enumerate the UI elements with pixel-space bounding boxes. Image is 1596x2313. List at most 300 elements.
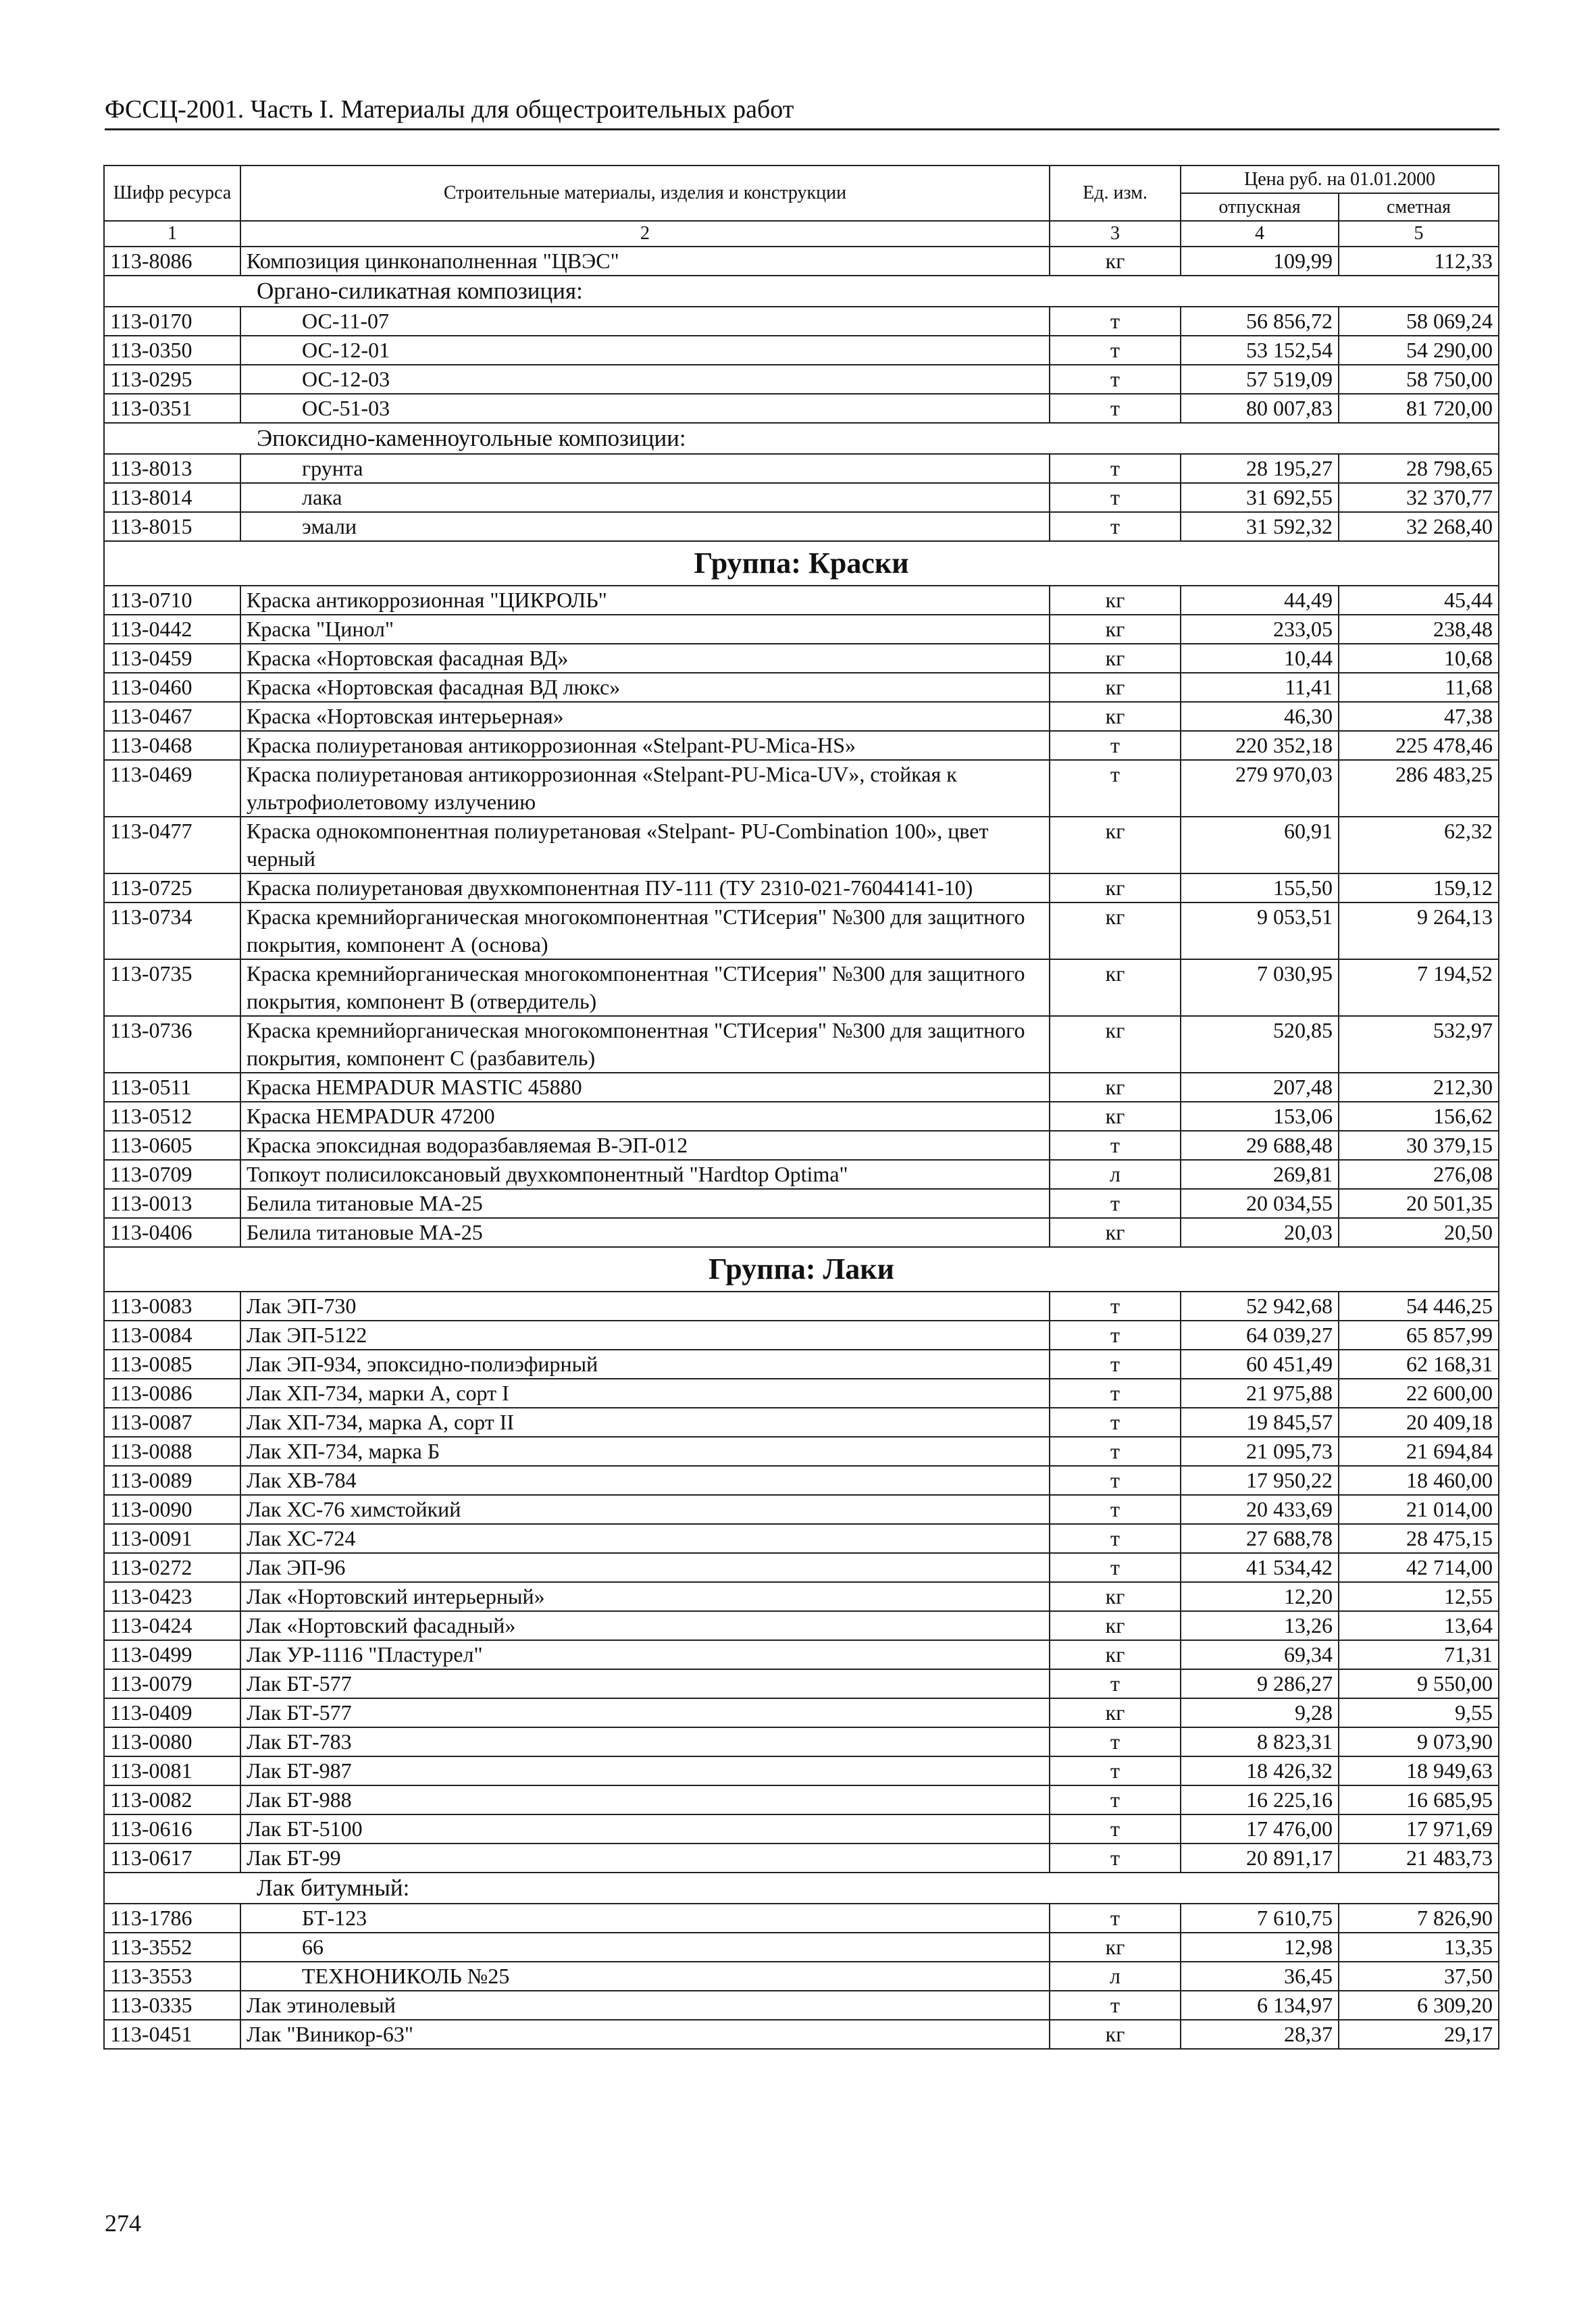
release-price: 20 034,55 (1181, 1189, 1339, 1218)
unit-cell: т (1050, 454, 1181, 483)
table-row (104, 454, 1499, 483)
material-name: Лак «Нортовский интерьерный» (240, 1582, 1050, 1611)
estimate-price: 156,62 (1339, 1102, 1499, 1131)
resource-code: 113-8086 (104, 247, 240, 276)
estimate-price: 7 194,52 (1339, 959, 1499, 1016)
unit-cell: т (1050, 1785, 1181, 1814)
table-row (104, 1189, 1499, 1218)
estimate-price: 47,38 (1339, 702, 1499, 731)
material-name: эмали (240, 512, 1050, 541)
resource-code: 113-0451 (104, 2020, 240, 2049)
resource-code: 113-0605 (104, 1131, 240, 1160)
release-price: 31 592,32 (1181, 512, 1339, 541)
material-name: Краска «Нортовская фасадная ВД люкс» (240, 673, 1050, 702)
table-row (104, 1727, 1499, 1756)
material-name: Краска эпоксидная водоразбавляемая В-ЭП-012 (240, 1131, 1050, 1160)
material-name: Лак БТ-988 (240, 1785, 1050, 1814)
material-name: ОС-11-07 (240, 307, 1050, 336)
estimate-price: 9,55 (1339, 1698, 1499, 1727)
material-name: Краска HEMPADUR MASTIC 45880 (240, 1073, 1050, 1102)
estimate-price: 54 446,25 (1339, 1292, 1499, 1321)
unit-cell: т (1050, 731, 1181, 760)
release-price: 153,06 (1181, 1102, 1339, 1131)
release-price: 207,48 (1181, 1073, 1339, 1102)
section-header-row (104, 1873, 1499, 1904)
unit-cell: кг (1050, 903, 1181, 959)
section-title: Лак битумный: (104, 1873, 1499, 1904)
material-name: Краска однокомпонентная полиуретановая «Stelpant- PU-Combination 100», цвет черный (240, 817, 1050, 873)
column-number: 3 (1050, 221, 1181, 247)
unit-cell: кг (1050, 673, 1181, 702)
resource-code: 113-0467 (104, 702, 240, 731)
table-row (104, 1016, 1499, 1073)
group-title: Группа: Краски (104, 541, 1499, 586)
material-name: Краска «Нортовская интерьерная» (240, 702, 1050, 731)
table-row (104, 673, 1499, 702)
section-header-row (104, 423, 1499, 454)
page-header: ФССЦ-2001. Часть I. Материалы для общестроительных работ (105, 93, 1499, 130)
section-header-row (104, 276, 1499, 307)
resource-code: 113-0512 (104, 1102, 240, 1131)
material-name: Лак БТ-987 (240, 1756, 1050, 1785)
unit-cell: кг (1050, 1611, 1181, 1640)
resource-code: 113-0616 (104, 1814, 240, 1844)
table-row (104, 1292, 1499, 1321)
unit-cell: кг (1050, 586, 1181, 615)
resource-code: 113-0081 (104, 1756, 240, 1785)
material-name: Лак ЭП-5122 (240, 1321, 1050, 1350)
table-row (104, 1756, 1499, 1785)
release-price: 41 534,42 (1181, 1553, 1339, 1582)
estimate-price: 16 685,95 (1339, 1785, 1499, 1814)
release-price: 60 451,49 (1181, 1350, 1339, 1379)
unit-cell: т (1050, 1408, 1181, 1437)
material-name: Лак ЭП-96 (240, 1553, 1050, 1582)
unit-cell: кг (1050, 1933, 1181, 1962)
table-row (104, 873, 1499, 903)
estimate-price: 32 268,40 (1339, 512, 1499, 541)
release-price: 279 970,03 (1181, 760, 1339, 817)
release-price: 12,98 (1181, 1933, 1339, 1962)
release-price: 57 519,09 (1181, 365, 1339, 394)
section-title: Эпоксидно-каменноугольные композиции: (104, 423, 1499, 454)
release-price: 21 095,73 (1181, 1437, 1339, 1466)
table-row (104, 1814, 1499, 1844)
release-price: 9 053,51 (1181, 903, 1339, 959)
release-price: 20,03 (1181, 1218, 1339, 1247)
release-price: 12,20 (1181, 1582, 1339, 1611)
release-price: 20 891,17 (1181, 1844, 1339, 1873)
resource-code: 113-0335 (104, 1991, 240, 2020)
material-name: Краска полиуретановая антикоррозионная «Stelpant-PU-Mica-HS» (240, 731, 1050, 760)
estimate-price: 286 483,25 (1339, 760, 1499, 817)
resource-code: 113-0409 (104, 1698, 240, 1727)
release-price: 21 975,88 (1181, 1379, 1339, 1408)
material-name: Лак "Виникор-63" (240, 2020, 1050, 2049)
estimate-price: 58 069,24 (1339, 307, 1499, 336)
material-name: Лак БТ-577 (240, 1669, 1050, 1698)
resource-code: 113-0424 (104, 1611, 240, 1640)
unit-cell: т (1050, 1437, 1181, 1466)
material-name: Лак «Нортовский фасадный» (240, 1611, 1050, 1640)
material-name: Краска кремнийорганическая многокомпонентная "СТИсерия" №300 для защитного покрытия, компонент С (разбавитель) (240, 1016, 1050, 1073)
estimate-price: 22 600,00 (1339, 1379, 1499, 1408)
estimate-price: 6 309,20 (1339, 1991, 1499, 2020)
unit-cell: т (1050, 1524, 1181, 1553)
material-name: Лак ХП-734, марка А, сорт II (240, 1408, 1050, 1437)
material-name: Краска полиуретановая антикоррозионная «Stelpant-PU-Mica-UV», стойкая к ультрофиолетовому излучению (240, 760, 1050, 817)
group-header-row (104, 541, 1499, 586)
section-title: Органо-силикатная композиция: (104, 276, 1499, 307)
release-price: 44,49 (1181, 586, 1339, 615)
table-row (104, 1495, 1499, 1524)
estimate-price: 20 501,35 (1339, 1189, 1499, 1218)
table-row (104, 817, 1499, 873)
resource-code: 113-0442 (104, 615, 240, 644)
estimate-price: 112,33 (1339, 247, 1499, 276)
unit-cell: т (1050, 760, 1181, 817)
table-row (104, 1321, 1499, 1350)
release-price: 233,05 (1181, 615, 1339, 644)
resource-code: 113-0499 (104, 1640, 240, 1669)
header-price-release: отпускная (1181, 193, 1339, 221)
resource-code: 113-0295 (104, 365, 240, 394)
resource-code: 113-0086 (104, 1379, 240, 1408)
unit-cell: т (1050, 1756, 1181, 1785)
estimate-price: 21 014,00 (1339, 1495, 1499, 1524)
material-name: Лак УР-1116 "Пластурел" (240, 1640, 1050, 1669)
table-row (104, 760, 1499, 817)
resource-code: 113-0460 (104, 673, 240, 702)
material-name: лака (240, 483, 1050, 512)
material-name: ТЕХНОНИКОЛЬ №25 (240, 1962, 1050, 1991)
resource-code: 113-0084 (104, 1321, 240, 1350)
resource-code: 113-0511 (104, 1073, 240, 1102)
material-name: Краска полиуретановая двухкомпонентная ПУ-111 (ТУ 2310-021-76044141-10) (240, 873, 1050, 903)
resource-code: 113-0617 (104, 1844, 240, 1873)
estimate-price: 28 798,65 (1339, 454, 1499, 483)
column-number: 4 (1181, 221, 1339, 247)
material-name: Лак ЭП-730 (240, 1292, 1050, 1321)
unit-cell: т (1050, 1350, 1181, 1379)
unit-cell: т (1050, 483, 1181, 512)
table-row (104, 1933, 1499, 1962)
estimate-price: 9 264,13 (1339, 903, 1499, 959)
unit-cell: л (1050, 1160, 1181, 1189)
unit-cell: т (1050, 365, 1181, 394)
table-row (104, 1218, 1499, 1247)
material-name: Лак БТ-5100 (240, 1814, 1050, 1844)
table-row (104, 1466, 1499, 1495)
table-row (104, 702, 1499, 731)
unit-cell: т (1050, 1669, 1181, 1698)
table-row (104, 1962, 1499, 1991)
resource-code: 113-0468 (104, 731, 240, 760)
unit-cell: т (1050, 1321, 1181, 1350)
release-price: 18 426,32 (1181, 1756, 1339, 1785)
material-name: Лак ХВ-784 (240, 1466, 1050, 1495)
material-name: ОС-51-03 (240, 394, 1050, 423)
resource-code: 113-0082 (104, 1785, 240, 1814)
table-row (104, 586, 1499, 615)
table-row (104, 615, 1499, 644)
unit-cell: т (1050, 1727, 1181, 1756)
resource-code: 113-0088 (104, 1437, 240, 1466)
table-row (104, 1160, 1499, 1189)
estimate-price: 65 857,99 (1339, 1321, 1499, 1350)
material-name: Лак ХП-734, марка Б (240, 1437, 1050, 1466)
unit-cell: т (1050, 307, 1181, 336)
table-row (104, 1524, 1499, 1553)
unit-cell: кг (1050, 1016, 1181, 1073)
estimate-price: 21 483,73 (1339, 1844, 1499, 1873)
estimate-price: 225 478,46 (1339, 731, 1499, 760)
resource-code: 113-0170 (104, 307, 240, 336)
material-name: Белила титановые МА-25 (240, 1189, 1050, 1218)
table-row (104, 1350, 1499, 1379)
header-code: Шифр ресурса (104, 166, 240, 221)
estimate-price: 58 750,00 (1339, 365, 1499, 394)
estimate-price: 9 073,90 (1339, 1727, 1499, 1756)
table-row (104, 1437, 1499, 1466)
unit-cell: т (1050, 1131, 1181, 1160)
unit-cell: т (1050, 394, 1181, 423)
table-row (104, 1698, 1499, 1727)
material-name: грунта (240, 454, 1050, 483)
release-price: 28 195,27 (1181, 454, 1339, 483)
release-price: 7 030,95 (1181, 959, 1339, 1016)
table-row (104, 365, 1499, 394)
column-number: 1 (104, 221, 240, 247)
resource-code: 113-8013 (104, 454, 240, 483)
resource-code: 113-3552 (104, 1933, 240, 1962)
estimate-price: 29,17 (1339, 2020, 1499, 2049)
table-row (104, 1102, 1499, 1131)
release-price: 17 950,22 (1181, 1466, 1339, 1495)
release-price: 13,26 (1181, 1611, 1339, 1640)
material-name: Краска HEMPADUR 47200 (240, 1102, 1050, 1131)
material-name: БТ-123 (240, 1904, 1050, 1933)
release-price: 36,45 (1181, 1962, 1339, 1991)
unit-cell: т (1050, 1904, 1181, 1933)
resource-code: 113-0083 (104, 1292, 240, 1321)
price-table (103, 165, 1499, 2050)
resource-code: 113-0735 (104, 959, 240, 1016)
estimate-price: 18 949,63 (1339, 1756, 1499, 1785)
material-name: Лак БТ-783 (240, 1727, 1050, 1756)
resource-code: 113-0477 (104, 817, 240, 873)
unit-cell: кг (1050, 1073, 1181, 1102)
estimate-price: 62 168,31 (1339, 1350, 1499, 1379)
estimate-price: 159,12 (1339, 873, 1499, 903)
estimate-price: 18 460,00 (1339, 1466, 1499, 1495)
table-row (104, 1991, 1499, 2020)
release-price: 269,81 (1181, 1160, 1339, 1189)
table-row (104, 903, 1499, 959)
estimate-price: 532,97 (1339, 1016, 1499, 1073)
material-name: ОС-12-03 (240, 365, 1050, 394)
material-name: Краска кремнийорганическая многокомпонентная "СТИсерия" №300 для защитного покрытия, компонент А (основа) (240, 903, 1050, 959)
table-row (104, 1640, 1499, 1669)
release-price: 10,44 (1181, 644, 1339, 673)
table-row (104, 247, 1499, 276)
release-price: 7 610,75 (1181, 1904, 1339, 1933)
resource-code: 113-0734 (104, 903, 240, 959)
column-number: 5 (1339, 221, 1499, 247)
resource-code: 113-0079 (104, 1669, 240, 1698)
estimate-price: 212,30 (1339, 1073, 1499, 1102)
release-price: 8 823,31 (1181, 1727, 1339, 1756)
material-name: Топкоут полисилоксановый двухкомпонентный "Hardtop Optima" (240, 1160, 1050, 1189)
material-name: Лак ХС-724 (240, 1524, 1050, 1553)
resource-code: 113-0710 (104, 586, 240, 615)
release-price: 46,30 (1181, 702, 1339, 731)
release-price: 6 134,97 (1181, 1991, 1339, 2020)
estimate-price: 54 290,00 (1339, 336, 1499, 365)
estimate-price: 20,50 (1339, 1218, 1499, 1247)
table-row (104, 512, 1499, 541)
resource-code: 113-1786 (104, 1904, 240, 1933)
estimate-price: 71,31 (1339, 1640, 1499, 1669)
table-row (104, 1785, 1499, 1814)
resource-code: 113-0087 (104, 1408, 240, 1437)
resource-code: 113-0709 (104, 1160, 240, 1189)
estimate-price: 21 694,84 (1339, 1437, 1499, 1466)
table-row (104, 1669, 1499, 1698)
material-name: Лак БТ-577 (240, 1698, 1050, 1727)
estimate-price: 32 370,77 (1339, 483, 1499, 512)
estimate-price: 45,44 (1339, 586, 1499, 615)
release-price: 27 688,78 (1181, 1524, 1339, 1553)
unit-cell: т (1050, 1814, 1181, 1844)
unit-cell: кг (1050, 1640, 1181, 1669)
unit-cell: т (1050, 1189, 1181, 1218)
estimate-price: 13,35 (1339, 1933, 1499, 1962)
material-name: 66 (240, 1933, 1050, 1962)
header-unit: Ед. изм. (1050, 166, 1181, 221)
resource-code: 113-0090 (104, 1495, 240, 1524)
estimate-price: 7 826,90 (1339, 1904, 1499, 1933)
table-row (104, 1904, 1499, 1933)
table-row (104, 731, 1499, 760)
estimate-price: 12,55 (1339, 1582, 1499, 1611)
unit-cell: т (1050, 1844, 1181, 1873)
material-name: Белила титановые МА-25 (240, 1218, 1050, 1247)
release-price: 64 039,27 (1181, 1321, 1339, 1350)
resource-code: 113-0459 (104, 644, 240, 673)
table-row (104, 1611, 1499, 1640)
header-price: Цена руб. на 01.01.2000 (1181, 166, 1499, 193)
resource-code: 113-0423 (104, 1582, 240, 1611)
material-name: Лак этинолевый (240, 1991, 1050, 2020)
unit-cell: т (1050, 1553, 1181, 1582)
unit-cell: кг (1050, 1698, 1181, 1727)
release-price: 80 007,83 (1181, 394, 1339, 423)
estimate-price: 238,48 (1339, 615, 1499, 644)
resource-code: 113-0406 (104, 1218, 240, 1247)
table-row (104, 2020, 1499, 2049)
resource-code: 113-0085 (104, 1350, 240, 1379)
unit-cell: т (1050, 1379, 1181, 1408)
unit-cell: кг (1050, 644, 1181, 673)
unit-cell: кг (1050, 959, 1181, 1016)
resource-code: 113-8015 (104, 512, 240, 541)
column-number-row (104, 221, 1499, 247)
estimate-price: 13,64 (1339, 1611, 1499, 1640)
estimate-price: 37,50 (1339, 1962, 1499, 1991)
unit-cell: т (1050, 1991, 1181, 2020)
table-row (104, 336, 1499, 365)
material-name: Краска кремнийорганическая многокомпонентная "СТИсерия" №300 для защитного покрытия, компонент В (отвердитель) (240, 959, 1050, 1016)
unit-cell: л (1050, 1962, 1181, 1991)
estimate-price: 17 971,69 (1339, 1814, 1499, 1844)
release-price: 220 352,18 (1181, 731, 1339, 760)
table-row (104, 394, 1499, 423)
estimate-price: 9 550,00 (1339, 1669, 1499, 1698)
resource-code: 113-0351 (104, 394, 240, 423)
material-name: Краска антикоррозионная "ЦИКРОЛЬ" (240, 586, 1050, 615)
resource-code: 113-0350 (104, 336, 240, 365)
unit-cell: кг (1050, 702, 1181, 731)
group-title: Группа: Лаки (104, 1247, 1499, 1292)
unit-cell: т (1050, 1292, 1181, 1321)
table-row (104, 1408, 1499, 1437)
resource-code: 113-0272 (104, 1553, 240, 1582)
release-price: 28,37 (1181, 2020, 1339, 2049)
resource-code: 113-0091 (104, 1524, 240, 1553)
release-price: 520,85 (1181, 1016, 1339, 1073)
release-price: 17 476,00 (1181, 1814, 1339, 1844)
unit-cell: кг (1050, 1582, 1181, 1611)
header-price-estimate: сметная (1339, 193, 1499, 221)
header-name: Строительные материалы, изделия и конструкции (240, 166, 1050, 221)
release-price: 60,91 (1181, 817, 1339, 873)
release-price: 11,41 (1181, 673, 1339, 702)
release-price: 9 286,27 (1181, 1669, 1339, 1698)
estimate-price: 81 720,00 (1339, 394, 1499, 423)
release-price: 29 688,48 (1181, 1131, 1339, 1160)
release-price: 56 856,72 (1181, 307, 1339, 336)
estimate-price: 20 409,18 (1339, 1408, 1499, 1437)
material-name: Лак ЭП-934, эпоксидно-полиэфирный (240, 1350, 1050, 1379)
release-price: 20 433,69 (1181, 1495, 1339, 1524)
release-price: 31 692,55 (1181, 483, 1339, 512)
release-price: 19 845,57 (1181, 1408, 1339, 1437)
unit-cell: кг (1050, 817, 1181, 873)
page-number: 274 (105, 2210, 141, 2237)
release-price: 16 225,16 (1181, 1785, 1339, 1814)
material-name: Композиция цинконаполненная "ЦВЭС" (240, 247, 1050, 276)
table-row (104, 1553, 1499, 1582)
estimate-price: 276,08 (1339, 1160, 1499, 1189)
unit-cell: кг (1050, 1218, 1181, 1247)
table-row (104, 307, 1499, 336)
material-name: Краска "Цинол" (240, 615, 1050, 644)
estimate-price: 62,32 (1339, 817, 1499, 873)
material-name: Лак ХС-76 химстойкий (240, 1495, 1050, 1524)
material-name: Лак ХП-734, марки А, сорт I (240, 1379, 1050, 1408)
table-row (104, 1844, 1499, 1873)
release-price: 69,34 (1181, 1640, 1339, 1669)
estimate-price: 28 475,15 (1339, 1524, 1499, 1553)
resource-code: 113-0080 (104, 1727, 240, 1756)
estimate-price: 10,68 (1339, 644, 1499, 673)
release-price: 53 152,54 (1181, 336, 1339, 365)
resource-code: 113-0089 (104, 1466, 240, 1495)
release-price: 9,28 (1181, 1698, 1339, 1727)
column-number: 2 (240, 221, 1050, 247)
unit-cell: т (1050, 336, 1181, 365)
